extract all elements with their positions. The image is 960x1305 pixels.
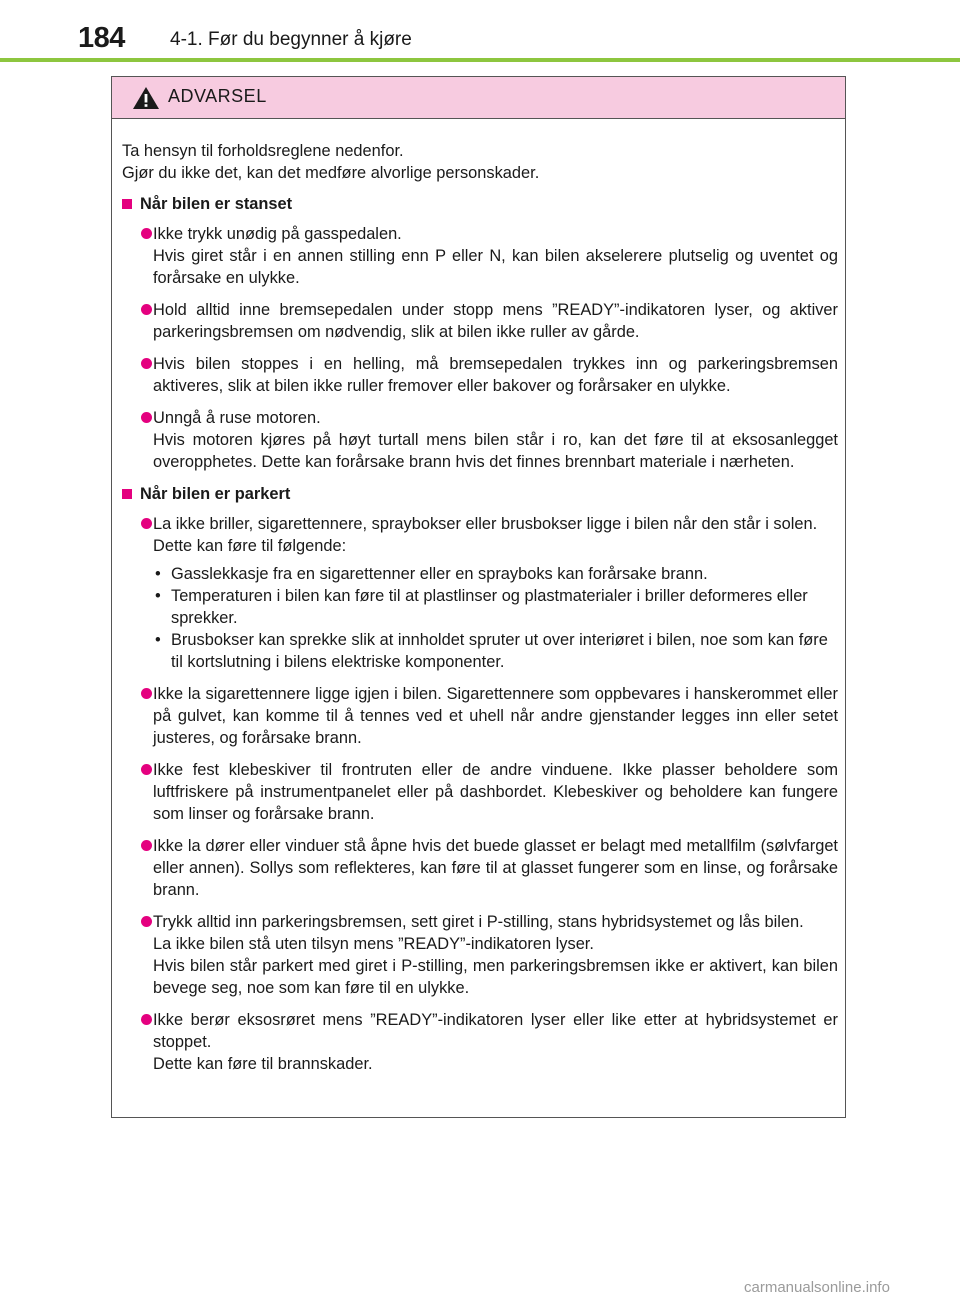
warning-bullet <box>122 513 838 673</box>
intro-line: Gjør du ikke det, kan det medføre alvorlige personskader. <box>122 164 540 182</box>
consequence-list <box>153 563 838 673</box>
square-bullet-icon <box>122 199 132 209</box>
intro-line: Ta hensyn til forholdsreglene nedenfor. <box>122 142 404 160</box>
round-bullet-icon <box>141 412 152 423</box>
bullet-text: La ikke bilen stå uten tilsyn mens ”READY”-indikatoren lyser. <box>153 935 594 953</box>
warning-bullet <box>122 407 838 473</box>
warning-bullet <box>122 223 838 289</box>
round-bullet-icon <box>141 688 152 699</box>
warning-bullet <box>122 759 838 825</box>
warning-bullet <box>122 911 838 999</box>
bullet-text: Ikke berør eksosrøret mens ”READY”-indikatoren lyser eller like etter at hybridsystemet er stoppet. <box>153 1011 838 1051</box>
warning-bullet <box>122 299 838 343</box>
square-bullet-icon <box>122 489 132 499</box>
watermark: carmanualsonline.info <box>744 1279 890 1296</box>
bullet-text: Hvis motoren kjøres på høyt turtall mens bilen står i ro, kan det føre til at eksosanlegget overopphetes. Dette kan forårsake brann hvis det finnes brennbart materiale i nærheten. <box>153 431 838 471</box>
bullet-text: Ikke la sigarettennere ligge igjen i bilen. Sigarettennere som oppbevares i hanskerommet eller på gulvet, kan komme til å tennes ved et uhell når andre gjenstander legges inn eller setet justeres, og forårsake brann. <box>153 685 838 747</box>
list-item-text: Brusbokser kan sprekke slik at innholdet spruter ut over interiøret i bilen, noe som kan føre til kortslutning i bilens elektriske komponenter. <box>171 631 828 671</box>
round-bullet-icon <box>141 916 152 927</box>
bullet-text: Unngå å ruse motoren. <box>153 409 321 427</box>
bullet-text: Dette kan føre til følgende: <box>153 537 347 555</box>
round-bullet-icon <box>141 764 152 775</box>
warning-body <box>112 119 845 1075</box>
warning-bullet <box>122 683 838 749</box>
round-bullet-icon <box>141 228 152 239</box>
round-bullet-icon <box>141 358 152 369</box>
list-item <box>153 563 838 585</box>
warning-box <box>111 76 846 1118</box>
list-item-text: Temperaturen i bilen kan føre til at plastlinser og plastmaterialer i briller deformeres eller sprekker. <box>171 587 808 627</box>
warning-intro <box>122 140 838 184</box>
bullet-text: Trykk alltid inn parkeringsbremsen, sett giret i P-stilling, stans hybridsystemet og lås bilen. <box>153 913 804 931</box>
warning-header <box>112 77 845 119</box>
section-title: 4-1. Før du begynner å kjøre <box>170 29 412 50</box>
header-rule <box>0 58 960 62</box>
list-item-text: Gasslekkasje fra en sigarettenner eller en sprayboks kan forårsake brann. <box>171 565 708 583</box>
list-item <box>153 585 838 629</box>
warning-triangle-icon <box>132 86 160 110</box>
bullet-text: Hvis bilen stoppes i en helling, må bremsepedalen trykkes inn og parkeringsbremsen aktiveres, slik at bilen ikke ruller fremover eller bakover og forårsaker en ulykke. <box>153 355 838 395</box>
list-bullet-icon: • <box>155 631 161 649</box>
warning-title: ADVARSEL <box>168 86 267 106</box>
subsection-heading <box>122 193 838 215</box>
page-number: 184 <box>78 22 125 54</box>
list-bullet-icon: • <box>155 565 161 583</box>
bullet-text: Hold alltid inne bremsepedalen under stopp mens ”READY”-indikatoren lyser, og aktiver parkeringsbremsen om nødvendig, slik at bilen ikke ruller av gårde. <box>153 301 838 341</box>
round-bullet-icon <box>141 1014 152 1025</box>
warning-bullet <box>122 1009 838 1075</box>
round-bullet-icon <box>141 840 152 851</box>
subsection-heading-text: Når bilen er stanset <box>140 195 293 213</box>
subsection-heading <box>122 483 838 505</box>
bullet-text: Dette kan føre til brannskader. <box>153 1055 373 1073</box>
bullet-text: La ikke briller, sigarettennere, spraybokser eller brusbokser ligge i bilen når den står i solen. <box>153 515 818 533</box>
list-item <box>153 629 838 673</box>
bullet-text: Hvis giret står i en annen stilling enn P eller N, kan bilen akselerere plutselig og uventet og forårsake en ulykke. <box>153 247 838 287</box>
list-bullet-icon: • <box>155 587 161 605</box>
bullet-text: Ikke la dører eller vinduer stå åpne hvis det buede glasset er belagt med metallfilm (sølvfarget eller annen). Sollys som reflekteres, kan føre til at glasset fungerer som en linse, og forårsake brann. <box>153 837 838 899</box>
round-bullet-icon <box>141 304 152 315</box>
bullet-text: Ikke trykk unødig på gasspedalen. <box>153 225 402 243</box>
warning-bullet <box>122 835 838 901</box>
round-bullet-icon <box>141 518 152 529</box>
subsection-heading-text: Når bilen er parkert <box>140 485 291 503</box>
bullet-text: Ikke fest klebeskiver til frontruten eller de andre vinduene. Ikke plasser beholdere som luftfriskere på instrumentpanelet eller på dashbordet. Klebeskiver og beholdere kan fungere som linser og forårsake brann. <box>153 761 838 823</box>
bullet-text: Hvis bilen står parkert med giret i P-stilling, men parkeringsbremsen ikke er aktivert, kan bilen bevege seg, noe som kan føre til en ulykke. <box>153 957 838 997</box>
warning-bullet <box>122 353 838 397</box>
